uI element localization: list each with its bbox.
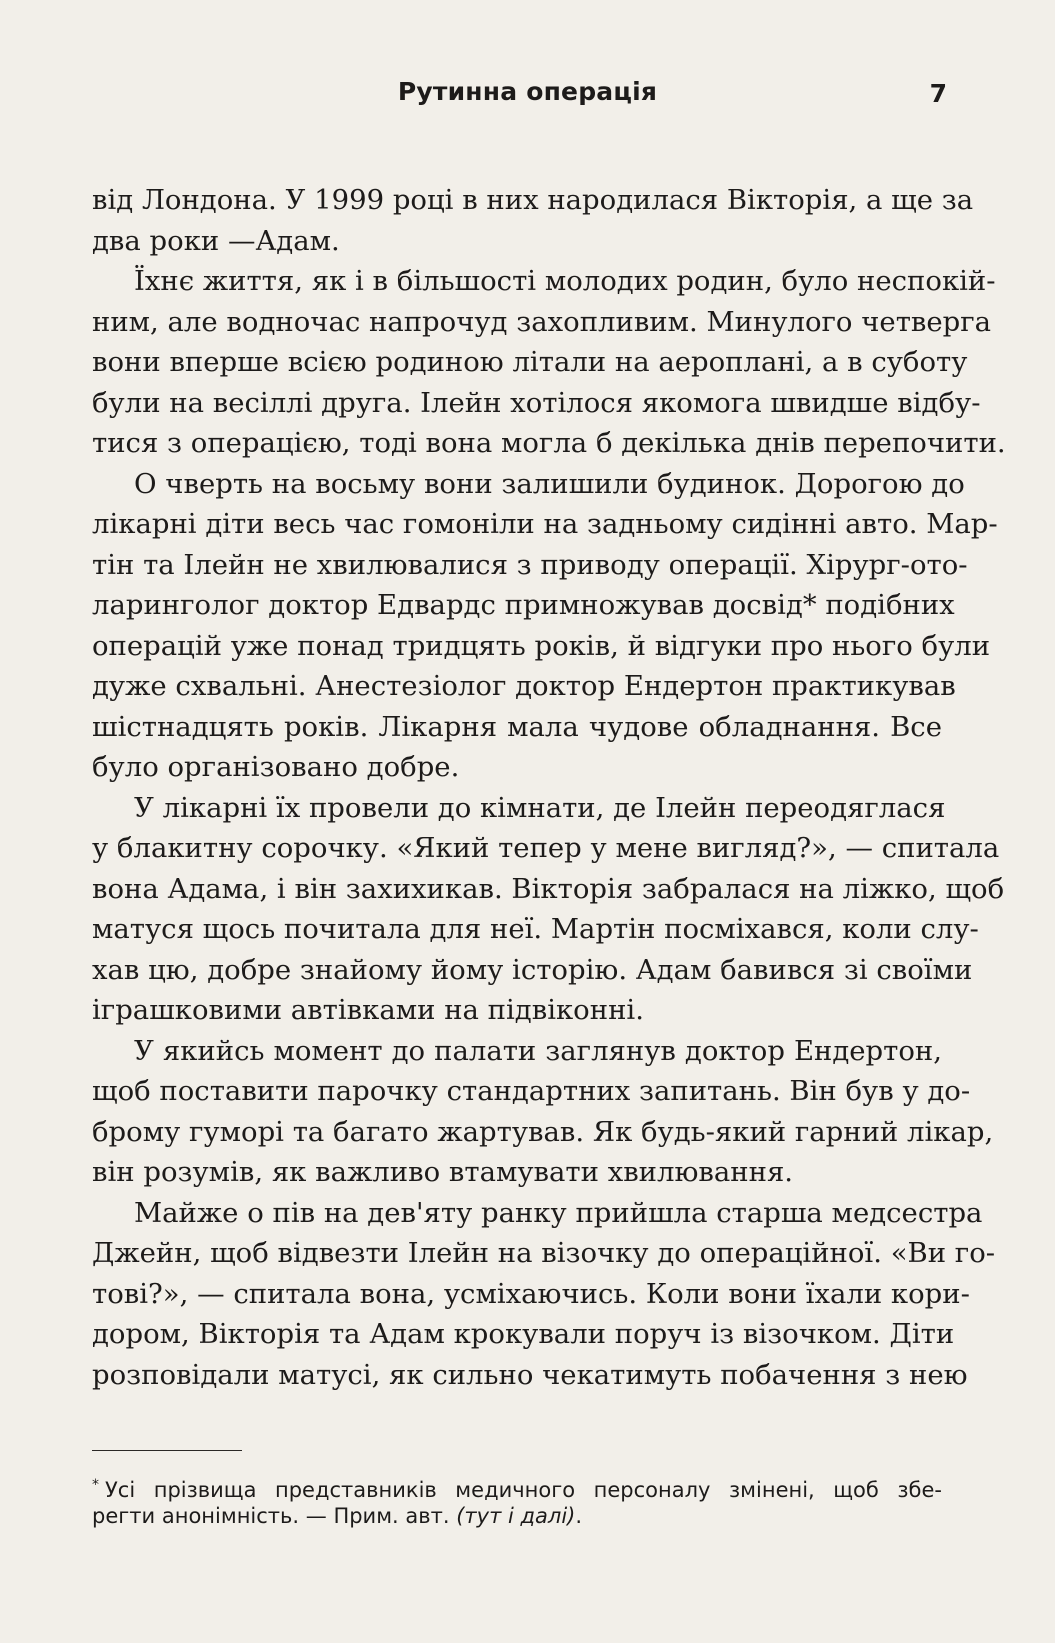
page-number: 7 [929, 79, 947, 108]
footnote-line [92, 1501, 942, 1532]
text-line: дором, Вікторія та Адам крокували поруч із візочком. Діти [92, 1318, 955, 1350]
footnote [92, 1470, 942, 1532]
footnote-marker: * [92, 1477, 99, 1493]
text-line: шістнадцять років. Лікарня мала чудове обладнання. Все [92, 710, 942, 743]
text-line: іграшковими автівками на підвіконні. [92, 994, 644, 1026]
running-header-title: Рутинна операція [397, 77, 658, 106]
text-line: лікарні діти весь час гомоніли на задньому сидінні авто. Мар- [92, 508, 998, 540]
text-line: було організовано добре. [92, 751, 460, 783]
text-line: ларинголог доктор Едвардс примножував досвід* подібних [92, 589, 955, 621]
text-line: тові?», — спитала вона, усміхаючись. Коли вони їхали кори- [92, 1277, 970, 1310]
text-line: були на весіллі друга. Ілейн хотілося якомога швидше відбу- [92, 386, 981, 419]
text-line: матуся щось почитала для неї. Мартін посміхався, коли слу- [92, 913, 979, 945]
text-line: він розумів, як важливо втамувати хвилювання. [92, 1156, 794, 1188]
footnote-text-end: . [575, 1504, 583, 1528]
text-line: Джейн, щоб відвезти Ілейн на візочку до операційної. «Ви го- [92, 1237, 996, 1269]
text-line: два роки —Адам. [92, 224, 340, 257]
text-line: У лікарні їх провели до кімнати, де Ілейн переодяглася [134, 791, 946, 824]
text-line: у блакитну сорочку. «Який тепер у мене вигляд?», — спитала [92, 832, 1000, 864]
text-line: тін та Ілейн не хвилювалися з приводу операції. Хірург-ото- [92, 548, 968, 581]
footnote-divider [92, 1450, 242, 1451]
text-line: хав цю, добре знайому йому історію. Адам бавився зі своїми [92, 953, 973, 986]
text-line: Їхнє життя, як і в більшості молодих родин, було неспокій- [134, 265, 996, 297]
text-line: вона Адама, і він захихикав. Вікторія забралася на ліжко, щоб [92, 872, 1005, 905]
footnote-text: Усі прізвища представників медичного персоналу змінені, щоб збе- [105, 1478, 942, 1502]
text-line: операцій уже понад тридцять років, й відгуки про нього були [92, 629, 991, 662]
footnote-italic-text: (тут і далі) [456, 1504, 576, 1528]
text-line: ним, але водночас напрочуд захопливим. Минулого четверга [92, 305, 992, 338]
text-line: У якийсь момент до палати заглянув доктор Ендертон, [134, 1034, 942, 1067]
text-line: розповідали матусі, як сильно чекатимуть побачення з нею [92, 1358, 968, 1391]
text-line: О чверть на восьму вони залишили будинок. Дорогою до [134, 467, 965, 500]
footnote-line [92, 1470, 942, 1501]
text-line: вони вперше всією родиною літали на аероплані, а в суботу [92, 346, 968, 378]
text-line: щоб поставити парочку стандартних запитань. Він був у до- [92, 1075, 971, 1107]
footnote-text: регти анонімність. — Прим. авт. [92, 1504, 457, 1528]
text-line: брому гуморі та багато жартував. Як будь-який гарний лікар, [92, 1115, 994, 1148]
text-line: від Лондона. У 1999 році в них народилася Вікторія, а ще за [92, 184, 974, 216]
body-text [92, 180, 1006, 1395]
text-line: дуже схвальні. Анестезіолог доктор Ендертон практикував [92, 670, 956, 702]
text-line: Майже о пів на дев'яту ранку прийшла старша медсестра [134, 1196, 983, 1229]
text-line: тися з операцією, тоді вона могла б декілька днів перепочити. [92, 427, 1006, 459]
